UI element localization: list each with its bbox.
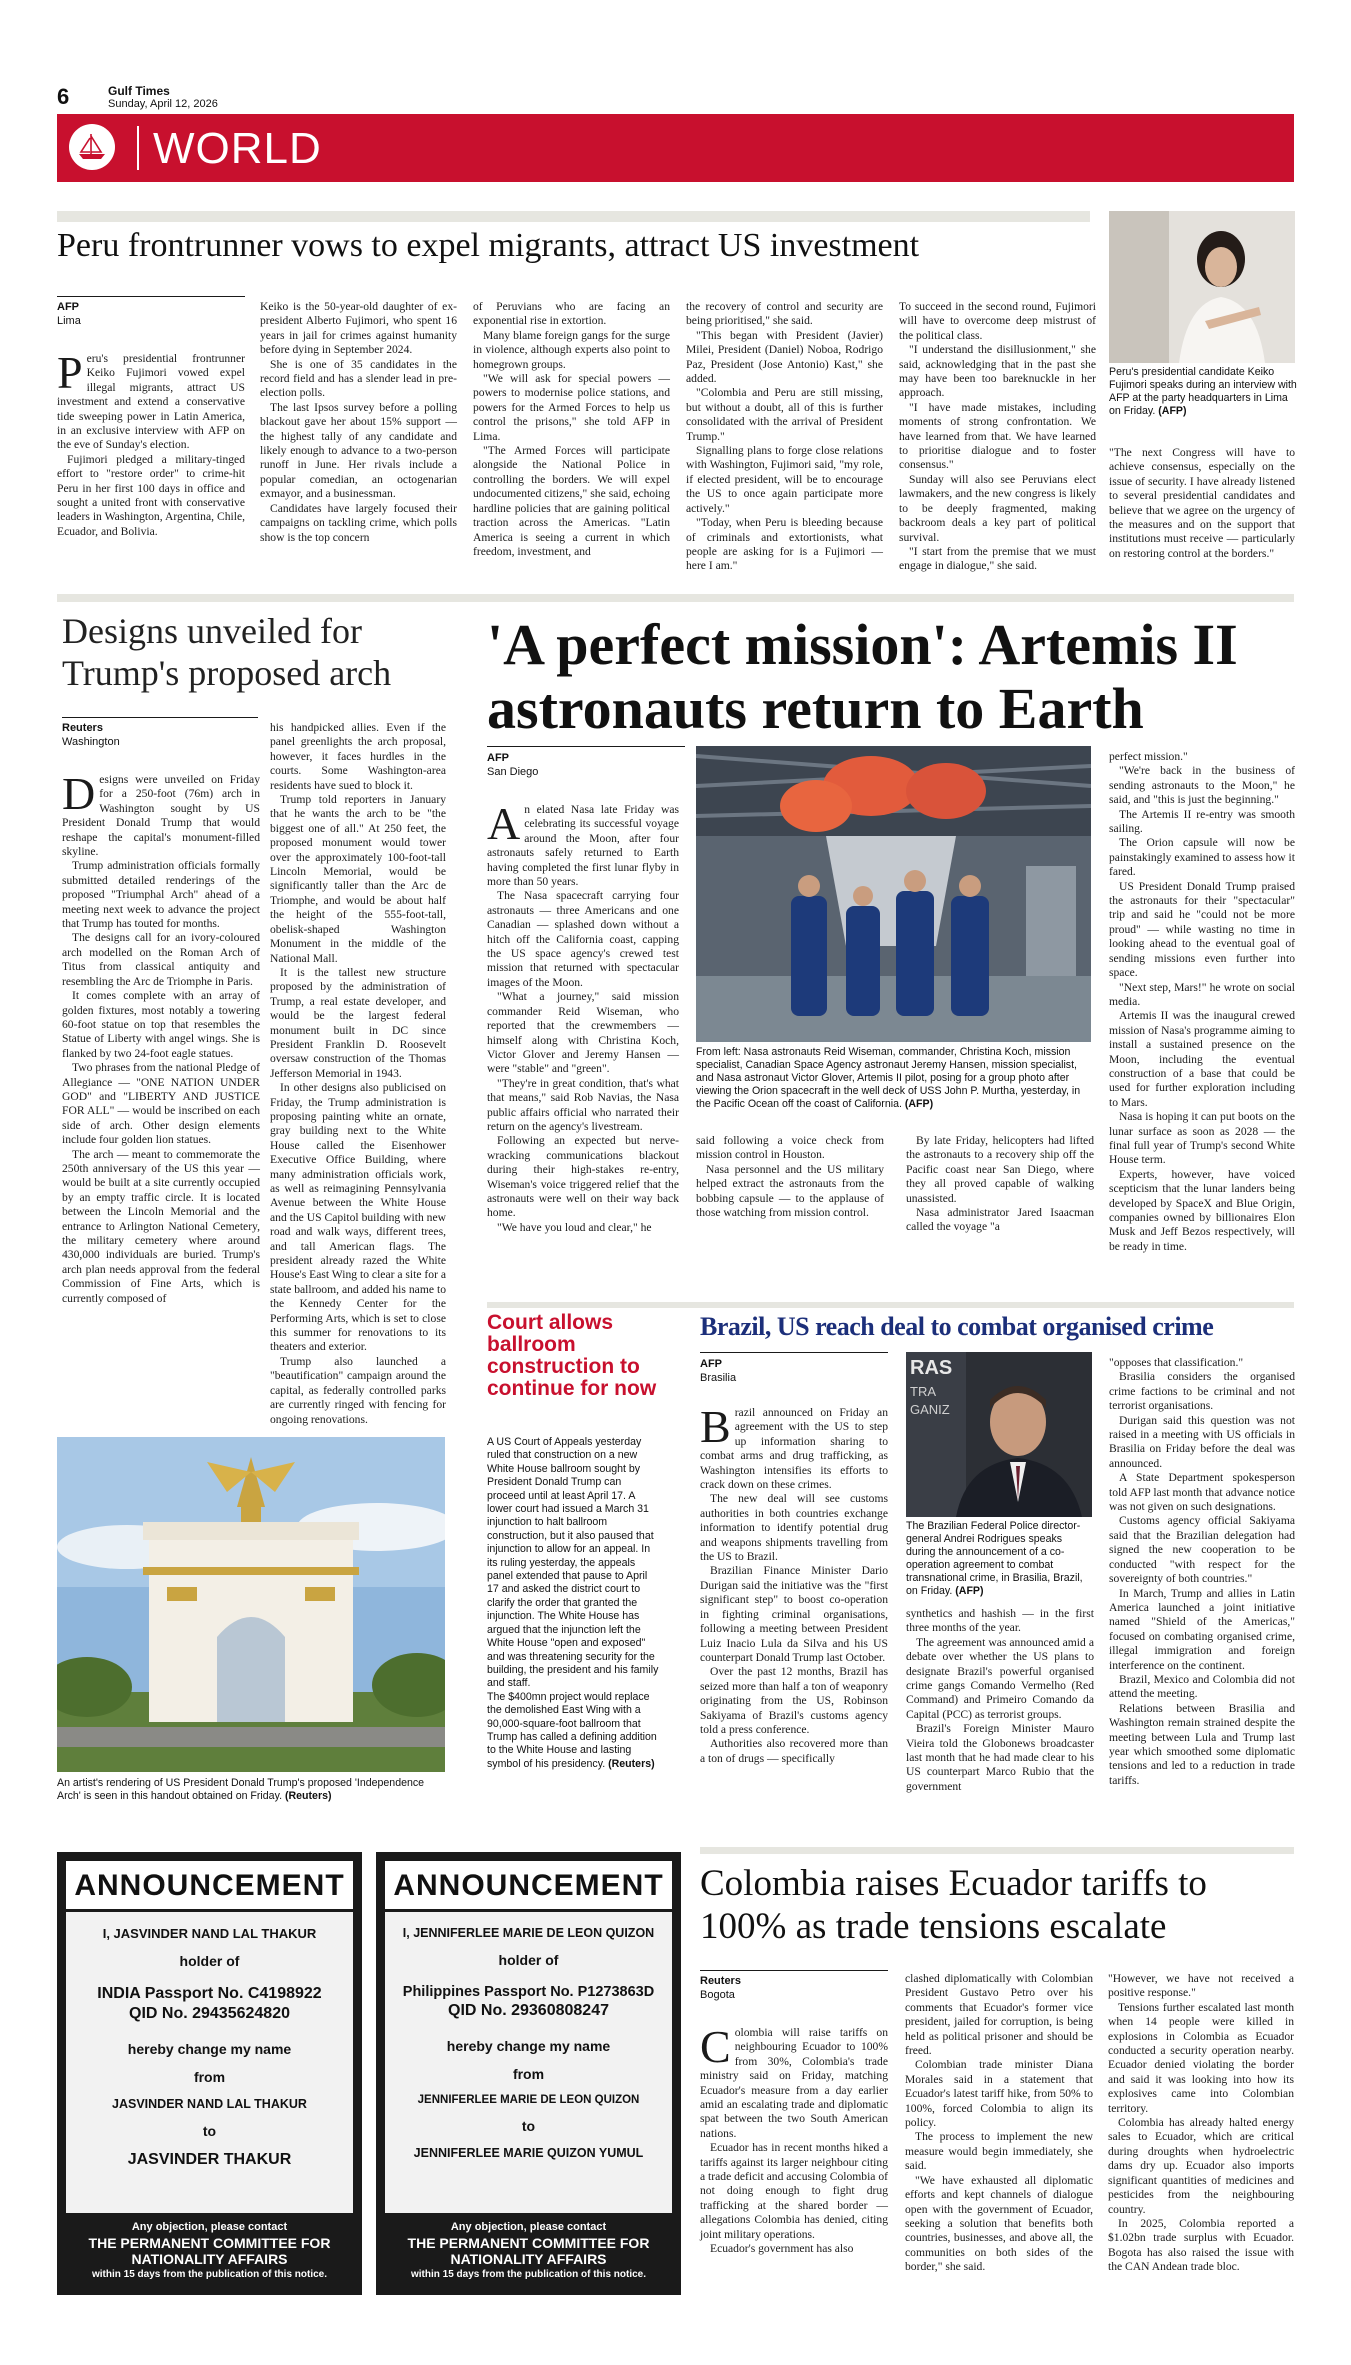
paragraph: "The next Congress will have to achieve consensus, especially on the issue of security. I have already listened to several presidential candidates and believe that we agree on the urgency of the measures and on the support that institutions must receive — particularly on restoring control at the borders.": [1109, 446, 1295, 560]
paragraph: Colombian trade minister Diana Morales said in a statement that Ecuador's latest tariff hike, from 50% to 100%, forced Colombia to align its policy.: [905, 2058, 1093, 2130]
paragraph: It comes complete with an array of golden fixtures, most notably a towering 60-foot statue on top that resembles the Statue of Liberty with angel wings. She is flanked by two 24-foot eagle statues.: [62, 989, 260, 1060]
paragraph: esigns were unveiled on Friday for a 250-foot (76m) arch in Washington sought by US President Donald Trump that would reshape the capital's monument-filled skyline.: [62, 773, 260, 859]
ballroom-body: [487, 1436, 659, 1771]
caption-text: An artist's rendering of US President Donald Trump's proposed 'Independence Arch' is seen in this handout obtained on Friday.: [57, 1777, 425, 1802]
caption-text: From left: Nasa astronauts Reid Wiseman, commander, Christina Koch, mission specialist, Canadian Space Agency astronaut Jeremy Hansen, mission specialist, and Nasa astronaut Victor Glover, Artemis II pilot, posing for a group photo after viewing the Orion spacecraft in the well deck of USS John P. Murtha, yesterday, in the Pacific Ocean off the coast of California.: [696, 1046, 1081, 1110]
paragraph: In March, Trump and allies in Latin America launched a joint initiative named "Shield of the Americas," focused on combating organised crime, illegal immigration and foreign interference on the continent.: [1109, 1586, 1295, 1672]
paragraph: The agreement was announced amid a debate over whether the US plans to designate Brazil's powerful organised crime gangs Comando Vermelho (Red Command) and Primeiro Comando da Capital (PCC) as terrorist groups.: [906, 1635, 1094, 1721]
paragraph: "I start from the premise that we must engage in dialogue," she said.: [899, 544, 1096, 573]
new-name: JASVINDER THAKUR: [127, 2151, 292, 2168]
paragraph: Trump also launched a "beautification" campaign around the capital, as federally controlled parks are currently ringed with fencing for ongoing renovations.: [270, 1354, 446, 1426]
peru-headline: Peru frontrunner vows to expel migrants, attract US investment: [57, 227, 920, 264]
paragraph: eru's presidential frontrunner Keiko Fujimori vowed expel illegal migrants, attract US investment and extend a conservative tide sweeping power in Latin America, in an exclusive interview with AFP on the eve of Sunday's election.: [57, 352, 245, 452]
paragraph: The designs call for an ivory-coloured arch modelled on the Roman Arch of Titus from classical antiquity and resembling the Arc de Triomphe in Paris.: [62, 931, 260, 988]
paragraph: Ecuador has in recent months hiked a tariffs against its larger neighbour citing a trade deficit and accusing Colombia of not doing enough to fight drug trafficking at the shared border — allegations Colombia has denied, citing joint military operations.: [700, 2141, 889, 2241]
paragraph: Candidates have largely focused their campaigns on tackling crime, which polls show is the top concern: [260, 501, 457, 544]
drop-cap: A: [487, 798, 521, 849]
paragraph: The Nasa spacecraft carrying four astronauts — three Americans and one Canadian — splashed down without a hitch off the California coast, capping the US space agency's crewed test mission that returned with spectacular images of the Moon.: [487, 889, 679, 989]
colombia-headline: Colombia raises Ecuador tariffs to 100% as trade tensions escalate: [700, 1863, 1207, 1947]
divider: [57, 594, 1294, 602]
article-column: [487, 798, 679, 1235]
paragraph: Fujimori pledged a military-tinged effort to "restore order" to crime-hit Peru in her first 100 days in office and sought a united front with conservative leaders in Washington, Argentina, Chile, Ecuador, and Bolivia.: [57, 452, 245, 538]
paragraph: perfect mission.": [1109, 750, 1188, 763]
byline-source: Reuters: [62, 722, 103, 734]
paragraph: Following an expected but nerve-wracking communications blackout during their high-stakes re-entry, Wiseman's voice triggered relief that the astronauts were well on their way back home.: [487, 1134, 679, 1220]
section-title: WORLD: [153, 124, 322, 173]
issue-date: Sunday, April 12, 2026: [108, 98, 218, 110]
paragraph: Durigan said this question was not raised in a meeting with US officials in Brasilia on Friday before the deal was announced.: [1109, 1413, 1295, 1470]
paragraph: "opposes that classification.": [1109, 1356, 1244, 1369]
to-label: to: [202, 2123, 217, 2139]
paragraph: The $400mn project would replace the demolished East Wing with a 90,000-square-foot ballroom that Trump has called a defining addition to the White House and lasting symbol of his presidency.: [487, 1690, 657, 1770]
ship-logo-icon: [69, 124, 115, 170]
footer-contact: Any objection, please contact: [450, 2221, 607, 2233]
drop-cap: P: [57, 347, 83, 398]
arch-headline: Designs unveiled for Trump's proposed arch: [62, 611, 392, 693]
change-label: hereby change my name: [127, 2041, 292, 2057]
paragraph: To succeed in the second round, Fujimori will have to overcome deep mistrust of the political class.: [899, 300, 1096, 342]
ballroom-headline: Court allows ballroom construction to continue for now: [487, 1311, 657, 1400]
drop-cap: B: [700, 1401, 731, 1452]
paragraph: Nasa is hoping it can put boots on the lunar surface as soon as 2028 — the final full year of Trump's second White House term.: [1109, 1110, 1295, 1167]
artemis-headline: 'A perfect mission': Artemis II astronauts return to Earth: [487, 612, 1238, 741]
svg-text:GANIZ: GANIZ: [910, 1402, 950, 1417]
divider: [62, 717, 258, 718]
paragraph: Colombia has already halted energy sales to Ecuador, which are critical during droughts when hydroelectric dams dry up. Ecuador also imports significant quantities of medicines and pesticides from the neighbouring country.: [1108, 2116, 1294, 2216]
paragraph: In other designs also publicised on Friday, the Trump administration is proposing painting white an ornate, gray building next to the White House called the Eisenhower Executive Office Building, where many administration officials work, as well as reimagining Pennsylvania Avenue between the White House and the US Capitol building with new road and walk ways, different trees, and tall American flags. The president already razed the White House's East Wing to clear a site for a state ballroom, and added his name to the Kennedy Center for the Performing Arts, which is set to close this summer for renovations to its theaters and exterior.: [270, 1081, 446, 1354]
paragraph: Many blame foreign gangs for the surge in violence, although experts also point to homegrown groups.: [473, 328, 670, 371]
article-column: [260, 300, 457, 545]
passport-number: INDIA Passport No. C4198922: [97, 1985, 322, 2002]
svg-text:RAS: RAS: [910, 1357, 953, 1379]
divider: [57, 296, 245, 297]
paragraph: In 2025, Colombia reported a $1.02bn trade surplus with Ecuador. Bogota has also raised the issue with the CAN Andean trade bloc.: [1108, 2216, 1294, 2274]
announcement-footer: [385, 2213, 672, 2286]
astronauts-photo: [696, 746, 1091, 1042]
announcement-title: ANNOUNCEMENT: [385, 1861, 672, 1912]
paragraph: "I understand the disillusionment," she said, acknowledging that in the past she may have been too bareknuckle in her approach.: [899, 343, 1096, 400]
divider: [700, 1352, 888, 1353]
paragraph: Two phrases from the national Pledge of Allegiance — "ONE NATION UNDER GOD" and "LIBERTY AND JUSTICE FOR ALL" — would be inscribed on each side of arch. Other design elements include four golden lion statues.: [62, 1061, 260, 1147]
declarant: I, JENNIFERLEE MARIE DE LEON QUIZON: [402, 1926, 655, 1940]
paragraph: Sunday will also see Peruvians elect lawmakers, and the new congress is likely to be deeply fragmented, making backroom deals a key part of political survival.: [899, 472, 1096, 544]
caption-credit: (AFP): [1158, 405, 1187, 417]
paragraph: Brazil's Foreign Minister Mauro Vieira told the Globonews broadcaster last month that he had made clear to his US counterpart Marco Rubio that the government: [906, 1722, 1094, 1793]
article-column: [62, 768, 260, 1306]
old-name: JENNIFERLEE MARIE DE LEON QUIZON: [417, 2094, 640, 2106]
paragraph: Experts, however, have voiced scepticism that the lunar landers being developed by SpaceX and Blue Origin, companies owned by billionaires Elon Musk and Jeff Bezos respectively, will be ready in time.: [1109, 1167, 1295, 1253]
divider: [487, 1302, 1294, 1308]
article-column: [899, 300, 1096, 574]
paragraph: Trump administration officials formally submitted detailed renderings of the proposed "Triumphal Arch" ahead of a meeting next week to advance the project that Trump has touted for months.: [62, 859, 260, 931]
photo-caption: [57, 1777, 447, 1803]
article-column: [57, 347, 245, 539]
credit: (Reuters): [608, 1757, 655, 1770]
caption-credit: (AFP): [904, 1098, 934, 1110]
byline-location: Bogota: [700, 1989, 735, 2001]
paragraph: "They're in great condition, that's what that means," said Rob Navias, the Nasa public affairs official who narrated their return on the agency's livestream.: [487, 1076, 679, 1133]
byline-location: San Diego: [487, 766, 539, 778]
paragraph: A US Court of Appeals yesterday ruled that construction on a new White House ballroom sought by President Donald Trump can proceed until at least April 17. A lower court had issued a March 31 injunction to halt ballroom construction, but it also paused that injunction to allow for an appeal. In its ruling yesterday, the appeals panel extended that pause to April 17 and asked the district court to clarify the order that granted the injunction. The White House has argued that the injunction left the White House "open and exposed" and was threatening security for the building, the president and his family and staff.: [487, 1436, 659, 1690]
byline-source: AFP: [700, 1358, 722, 1370]
paragraph: By late Friday, helicopters had lifted the astronauts to a recovery ship off the Pacific coast near San Diego, where they all proved capable of walking unassisted.: [906, 1134, 1094, 1205]
paragraph: Customs agency official Sakiyama said that the Brazilian delegation had signed the new cooperation to be conducted "with respect for the sovereignty of both countries.": [1109, 1514, 1295, 1586]
declarant: I, JASVINDER NAND LAL THAKUR: [102, 1926, 317, 1941]
article-column: [686, 300, 883, 574]
drop-cap: C: [700, 2021, 731, 2072]
paragraph: Signalling plans to forge close relations with Washington, Fujimori said, "my role, if elected president, will be to encourage the US to once again participate more actively.": [686, 444, 883, 515]
paragraph: "Colombia and Peru are still missing, but without a doubt, all of this is further consolidated with the arrival of President Trump.": [686, 386, 883, 443]
paragraph: Tensions further escalated last month when 14 people were killed in explosions in Colombia as Ecuador conducted a security operation nearby. Ecuador denied violating the border and said it was looking into how its explosives came into Colombian territory.: [1108, 2000, 1294, 2115]
to-label: to: [521, 2118, 536, 2134]
paragraph: "We have exhausted all diplomatic efforts and kept channels of dialogue open with the government of Ecuador, seeking a solution that benefits both countries, businesses, and above all, the communities on both sides of the border," she said.: [905, 2173, 1093, 2274]
passport-number: Philippines Passport No. P1273863D: [402, 1984, 655, 2000]
qid-number: QID No. 29360808247: [448, 2002, 609, 2019]
arch-rendering-photo: [57, 1437, 445, 1772]
caption-credit: (Reuters): [284, 1790, 332, 1802]
caption-text: The Brazilian Federal Police director-general Andrei Rodrigues speaks during the announcement of a co-operation agreement to combat transnational crime, in Brasilia, Brazil, on Friday.: [906, 1520, 1083, 1597]
paragraph: Brazil, Mexico and Colombia did not attend the meeting.: [1109, 1672, 1295, 1701]
fujimori-photo: [1109, 211, 1295, 363]
drop-cap: D: [62, 768, 96, 819]
divider: [700, 1847, 1294, 1854]
announcement-title: ANNOUNCEMENT: [66, 1861, 353, 1912]
footer-deadline: within 15 days from the publication of this notice.: [91, 2269, 328, 2280]
paragraph: n elated Nasa late Friday was celebrating its successful voyage around the Moon, after four astronauts safely returned to Earth having completed the first lunar flyby in more than 50 years.: [487, 803, 679, 889]
byline-source: AFP: [487, 752, 509, 764]
paragraph: Ecuador's government has also: [710, 2242, 854, 2256]
article-column: [906, 1607, 1094, 1794]
paragraph: Over the past 12 months, Brazil has seized more than half a ton of weaponry originating from the US, Robinson Sakiyama of Brazil's customs agency told a press conference.: [700, 1665, 888, 1736]
paragraph: the recovery of control and security are being prioritised," she said.: [686, 300, 883, 328]
paragraph: "Next step, Mars!" he wrote on social media.: [1109, 980, 1295, 1008]
paragraph: "We will ask for special powers — powers to modernise police stations, and powers for the Armed Forces to help us control the prisons," she told AFP in Lima.: [473, 372, 670, 443]
paragraph: synthetics and hashish — in the first three months of the year.: [906, 1607, 1094, 1635]
paragraph: "We have you loud and clear," he: [497, 1220, 652, 1234]
rodrigues-photo: [906, 1352, 1092, 1517]
paragraph: "I have made mistakes, including moments of strong confrontation. We have learned from that. We have learned to prioritise dialogue and to foster consensus.": [899, 400, 1096, 472]
paper-name: Gulf Times: [108, 84, 170, 98]
divider: [57, 211, 1090, 222]
paragraph: "We're back in the business of sending astronauts to the Moon," he said, and "this is just the beginning.": [1109, 764, 1295, 807]
paragraph: Relations between Brasilia and Washington remain strained despite the meeting between Lula and Trump last year which smoothed some diplomatic tensions and led to a reduction in trade tariffs.: [1109, 1701, 1295, 1787]
change-label: hereby change my name: [446, 2038, 611, 2054]
holder-label: holder of: [498, 1952, 559, 1968]
byline-source: Reuters: [700, 1975, 741, 1987]
paragraph: Nasa administrator Jared Isaacman called the voyage "a: [906, 1206, 1094, 1234]
article-column: [700, 2021, 889, 2257]
from-label: from: [193, 2069, 226, 2085]
article-column: [270, 721, 446, 1427]
paragraph: It is the tallest new structure proposed by the administration of Trump, a real estate developer, and would be the largest federal monument built in DC since President Franklin D. Roosevelt oversaw construction of the Thomas Jefferson Memorial in 1943.: [270, 965, 446, 1080]
article-column: [1109, 1356, 1295, 1788]
svg-text:TRA: TRA: [910, 1384, 936, 1399]
from-label: from: [512, 2066, 545, 2082]
paragraph: The Artemis II re-entry was smooth sailing.: [1109, 807, 1295, 836]
paragraph: The process to implement the new measure would begin immediately, she said.: [905, 2130, 1093, 2173]
paragraph: of Peruvians who are facing an exponential rise in extortion.: [473, 300, 670, 328]
byline-source: AFP: [57, 301, 79, 313]
paragraph: Trump told reporters in January that he wants the arch to be "the biggest one of all." At 250 feet, the proposed monument would tower over the approximately 100-foot-tall Lincoln Memorial, would be significantly taller than the Arc de Triomphe, and would be about half the height of the 555-foot-tall, obelisk-shaped Washington Monument in the middle of the National Mall.: [270, 793, 446, 965]
footer-deadline: within 15 days from the publication of this notice.: [410, 2269, 647, 2280]
paragraph: "The Armed Forces will participate alongside the National Police in controlling the borders. We will expel undocumented citizens," she said, echoing hardline policies that are gaining political traction across the Americas. "Latin America is seeing a current in which freedom, investment, and: [473, 444, 670, 558]
photo-caption: [1109, 366, 1297, 418]
paragraph: The arch — meant to commemorate the 250th anniversary of the US this year — would be built at a site currently occupied by an empty traffic circle. It is located between the Lincoln Memorial and the entrance to Arlington National Cemetery, the military cemetery where around 430,000 individuals are buried. Trump's arch plan needs approval from the federal Commission of Fine Arts, which is currently composed of: [62, 1147, 260, 1305]
paragraph: razil announced on Friday an agreement with the US to step up information sharing to combat arms and drug trafficking, as Washington intensifies its efforts to crack down on these crimes.: [700, 1406, 888, 1492]
paragraph: A State Department spokesperson told AFP last month that advance notice was not given on such designations.: [1109, 1471, 1295, 1514]
section-banner: [57, 114, 1294, 182]
paragraph: Authorities also recovered more than a ton of drugs — specifically: [700, 1737, 888, 1765]
article-column: [906, 1134, 1094, 1235]
photo-caption: [696, 1046, 1091, 1111]
divider: [700, 1970, 888, 1971]
byline-location: Brasilia: [700, 1372, 737, 1384]
new-name: JENNIFERLEE MARIE QUIZON YUMUL: [413, 2146, 644, 2160]
announcement-footer: [66, 2213, 353, 2286]
article-column: [905, 1972, 1093, 2275]
caption-credit: (AFP): [955, 1585, 984, 1597]
brazil-headline: Brazil, US reach deal to combat organised crime: [700, 1312, 1214, 1341]
announcement-box: [376, 1852, 681, 2295]
article-column: [473, 300, 670, 559]
footer-committee: THE PERMANENT COMMITTEE FOR NATIONALITY AFFAIRS: [407, 2235, 650, 2267]
paragraph: "What a journey," said mission commander Reid Wiseman, who reported that the crewmembers — himself along with Christina Koch, Victor Glover and Jeremy Hansen — were "stable" and "green".: [487, 990, 679, 1076]
announcement-box: [57, 1852, 362, 2295]
paragraph: She is one of 35 candidates in the record field and has a slender lead in pre-election polls.: [260, 357, 457, 400]
paragraph: The new deal will see customs authorities in both countries exchange information to identify potential drug and weapons shipments travelling from the US to Brazil.: [700, 1492, 888, 1564]
paragraph: "However, we have not received a positive response.": [1108, 1972, 1294, 2000]
caption-text: Peru's presidential candidate Keiko Fujimori speaks during an interview with AFP at the party headquarters in Lima on Friday.: [1109, 366, 1297, 417]
paragraph: "Today, when Peru is bleeding because of criminals and extortionists, what people are asking for is a Fujimori — here I am.": [686, 516, 883, 573]
paragraph: his handpicked allies. Even if the panel greenlights the arch proposal, however, it faces hurdles in the courts. Some Washington-area residents have sued to block it.: [270, 721, 446, 792]
paragraph: The Orion capsule will now be painstakingly examined to assess how it fared.: [1109, 836, 1295, 879]
divider: [487, 746, 685, 747]
article-column: [1109, 446, 1295, 561]
article-column: [696, 1134, 884, 1220]
paragraph: Brazilian Finance Minister Dario Durigan said the initiative was the "first significant step" to boost co-operation in fighting criminal organisations, following a meeting between President Luiz Inacio Lula da Silva and his US counterpart Donald Trump last October.: [700, 1564, 888, 1664]
article-column: [700, 1401, 888, 1766]
byline-location: Washington: [62, 736, 120, 748]
paragraph: said following a voice check from mission control in Houston.: [696, 1134, 884, 1162]
paragraph: Keiko is the 50-year-old daughter of ex-president Alberto Fujimori, who spent 16 years in jail for crimes against humanity before dying in September 2024.: [260, 300, 457, 357]
paragraph: clashed diplomatically with Colombian President Gustavo Petro over his comments that Ecuador's former vice president, jailed for corruption, is being held as political prisoner and should be freed.: [905, 1972, 1093, 2058]
page-number: 6: [57, 84, 70, 109]
holder-label: holder of: [179, 1953, 240, 1969]
paragraph: Artemis II was the inaugural crewed mission of Nasa's programme aiming to install a sustained presence on the Moon, including the eventual construction of a base that could be used for further exploration including to Mars.: [1109, 1009, 1295, 1109]
photo-caption: [906, 1520, 1092, 1598]
paragraph: Brasilia considers the organised crime factions to be criminal and not terrorist organisations.: [1109, 1370, 1295, 1413]
paragraph: Nasa personnel and the US military helped extract the astronauts from the bobbing capsule — to the applause of those watching from mission control.: [696, 1162, 884, 1220]
old-name: JASVINDER NAND LAL THAKUR: [112, 2097, 307, 2111]
paragraph: olombia will raise tariffs on neighbouring Ecuador to 100% from 30%, Colombia's trade ministry said on Friday, matching Ecuador's measure from a day earlier amid an escalating trade and diplomatic spat between the two South American nations.: [700, 2026, 888, 2140]
article-column: [1108, 1972, 1294, 2275]
qid-number: QID No. 29435624820: [129, 2005, 290, 2022]
paragraph: US President Donald Trump praised the astronauts for their "spectacular" trip and said he "could not be more proud" — while wasting no time in looking ahead to the eventual goal of sending missions even further into space.: [1109, 879, 1295, 980]
footer-contact: Any objection, please contact: [131, 2221, 288, 2233]
byline-location: Lima: [57, 315, 81, 327]
article-column: [1109, 750, 1295, 1254]
paragraph: The last Ipsos survey before a polling blackout gave her about 15% support — the highest tally of any candidate and likely enough to advance to a two-person runoff in June. Her rivals include a popular comedian, an octogenarian exmayor, and a businessman.: [260, 400, 457, 501]
footer-committee: THE PERMANENT COMMITTEE FOR NATIONALITY AFFAIRS: [88, 2235, 331, 2267]
paragraph: "This began with President (Javier) Milei, President (Daniel) Noboa, Rodrigo Paz, President (Jose Antonio) Kast," she added.: [686, 328, 883, 386]
